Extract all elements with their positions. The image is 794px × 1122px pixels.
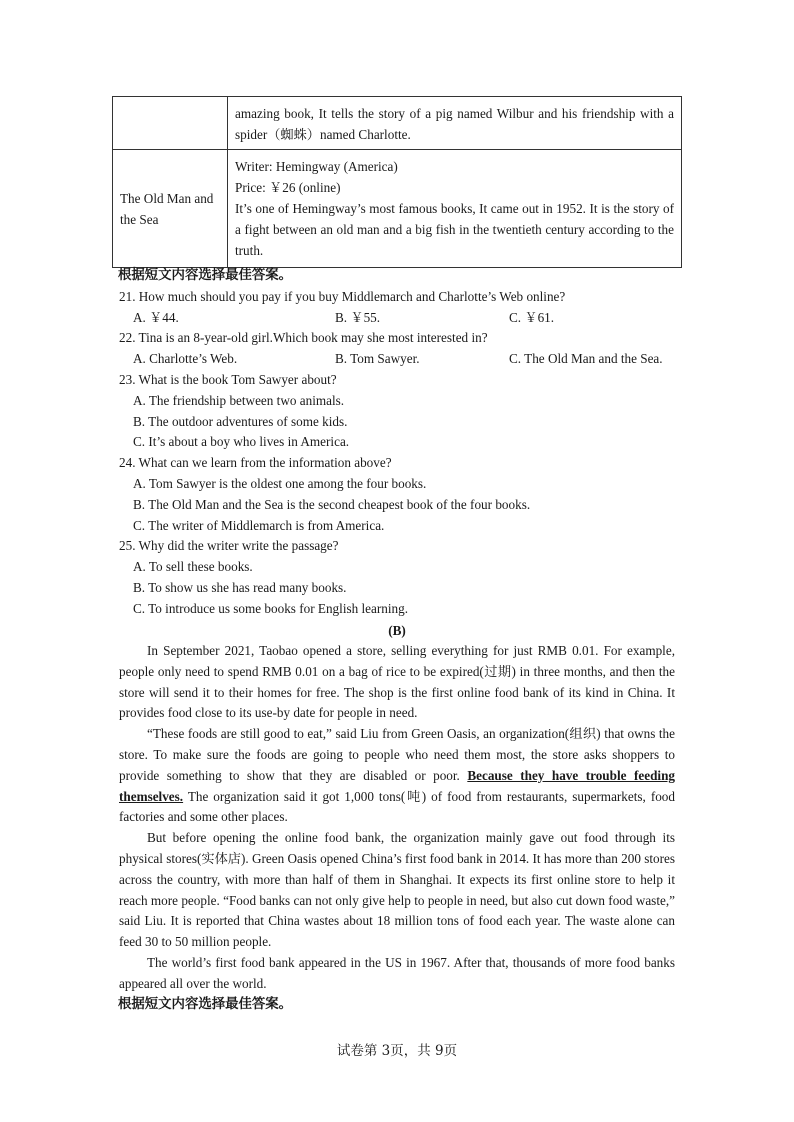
option: B. The Old Man and the Sea is the second cheapest book of the four books. bbox=[133, 496, 531, 512]
book-description-cell: amazing book, It tells the story of a pig named Wilbur and his friendship with a spider（蜘蛛）named Charlotte. bbox=[228, 97, 682, 150]
paragraph-text: “These foods are still good to eat,” said Liu from Green Oasis, an organization(组织) that owns the store. To make sure the foods are going to people who need them most, the store asks shoppers to provide something to show that they are disabled or poor. bbox=[119, 726, 675, 783]
book-price: Price: ￥26 (online) bbox=[235, 180, 341, 195]
question-options bbox=[119, 349, 675, 370]
question-stem: 22. Tina is an 8-year-old girl.Which book may she most interested in? bbox=[119, 330, 488, 346]
passage-paragraph: The world’s first food bank appeared in the US in 1967. After that, thousands of more food banks appeared all over the world. bbox=[119, 954, 675, 991]
option: A. To sell these books. bbox=[133, 559, 253, 575]
option: A. Tom Sawyer is the oldest one among the four books. bbox=[133, 475, 427, 491]
section-instruction: 根据短文内容选择最佳答案。 bbox=[118, 996, 293, 1012]
section-instruction: 根据短文内容选择最佳答案。 bbox=[118, 268, 293, 283]
section-a-questions bbox=[119, 266, 675, 620]
book-name-cell bbox=[113, 97, 228, 150]
section-b-passage bbox=[119, 621, 675, 1015]
option: B. Tom Sawyer. bbox=[335, 351, 420, 367]
passage-paragraph bbox=[119, 724, 675, 828]
book-table bbox=[112, 96, 682, 268]
option: A. Charlotte’s Web. bbox=[133, 351, 238, 367]
option: B. ￥55. bbox=[335, 309, 381, 325]
option: A. The friendship between two animals. bbox=[133, 392, 345, 408]
option: C. To introduce us some books for English learning. bbox=[133, 600, 409, 616]
question-stem: 23. What is the book Tom Sawyer about? bbox=[119, 371, 337, 387]
option: A. ￥44. bbox=[133, 309, 179, 325]
option: B. To show us she has read many books. bbox=[133, 579, 347, 595]
option: C. The Old Man and the Sea. bbox=[509, 351, 663, 367]
book-description: It’s one of Hemingway’s most famous books, It came out in 1952. It is the story of a fight between an old man and a big fish in the twentieth century according to the truth. bbox=[235, 201, 674, 258]
question-stem: 21. How much should you pay if you buy Middlemarch and Charlotte’s Web online? bbox=[119, 288, 566, 304]
option: C. ￥61. bbox=[509, 309, 555, 325]
page-footer: 试卷第 3页，共 9页 bbox=[336, 1043, 458, 1059]
table-row bbox=[113, 97, 682, 150]
table-row bbox=[113, 150, 682, 268]
passage-paragraph: But before opening the online food bank, the organization mainly gave out food through its physical stores(实体店). Green Oasis opened China’s first food bank in 2014. It has more than 200 stores across the country, with more than half of them in Shanghai. It expects its first online store to help it reach more people. “Food banks can not only give help to people in need, but also cut down food waste,” said Liu. It is reported that China wastes about 18 million tons of food each year. The waste alone can feed 30 to 50 million people. bbox=[119, 830, 675, 950]
option: C. It’s about a boy who lives in America. bbox=[133, 434, 350, 450]
question-stem: 25. Why did the writer write the passage? bbox=[119, 538, 339, 554]
book-writer: Writer: Hemingway (America) bbox=[235, 159, 398, 174]
passage-paragraph: In September 2021, Taobao opened a store, selling everything for just RMB 0.01. For example, people only need to spend RMB 0.01 on a bag of rice to be expired(过期) in three months, and then the store will send it to their homes for free. The shop is the first online food bank of its kind in China. It provides food close to its use-by date for people in need. bbox=[119, 643, 675, 721]
section-title: (B) bbox=[388, 623, 406, 638]
paragraph-text: The organization said it got 1,000 tons(吨) of food from restaurants, supermarkets, food factories and some other places. bbox=[119, 788, 675, 825]
book-name-cell: The Old Man and the Sea bbox=[113, 150, 228, 268]
book-info-cell bbox=[228, 150, 682, 268]
option: C. The writer of Middlemarch is from America. bbox=[133, 517, 385, 533]
question-options bbox=[119, 308, 675, 329]
question-stem: 24. What can we learn from the information above? bbox=[119, 455, 392, 471]
option: B. The outdoor adventures of some kids. bbox=[133, 413, 348, 429]
underlined-sentence: Because they have trouble feeding themselves. bbox=[119, 767, 675, 804]
